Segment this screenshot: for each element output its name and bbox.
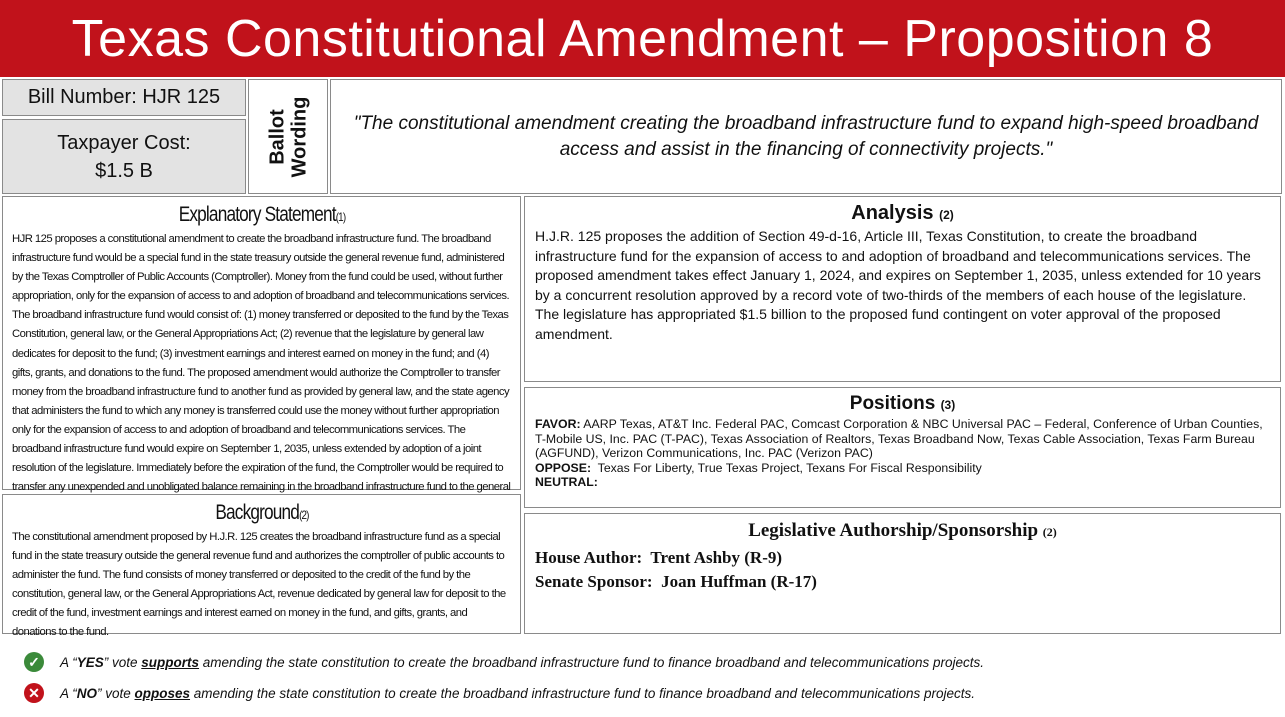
legislative-ref: (2) [1042, 525, 1057, 539]
oppose-label: OPPOSE: [535, 460, 592, 475]
senate-sponsor-name: Joan Huffman (R-17) [661, 572, 817, 591]
yes-action: supports [141, 654, 200, 670]
positions-panel [524, 387, 1281, 508]
yes-rest: amending the state constitution to create the broadband infrastructure fund to finance broadband and telecommunications projects. [199, 654, 985, 670]
analysis-title: Analysis [851, 202, 934, 224]
legislative-title: Legislative Authorship/Sponsorship [748, 520, 1039, 541]
explanatory-statement-title: Explanatory Statement [178, 203, 336, 226]
senate-sponsor-label: Senate Sponsor: [535, 572, 653, 591]
legislative-heading [535, 520, 1270, 542]
explanatory-statement-body: HJR 125 proposes a constitutional amendment to create the broadband infrastructure fund. The broadband infrastructure fund would be a special fund in the state treasury outside the general revenue fund, administered by the Texas Comptroller of Public Accounts (Comptroller). Money from the fund could be used, without further appropriation, only for the expansion of access to and adoption of broadband and telecommunications services. The broadband infrastructure fund would consist of: (1) money transferred or deposited to the fund by the Texas Constitution, general law, or the General Appropriations Act; (2) revenue that the legislature by general law dedicates for deposit to the fund; (3) investment earnings and interest earned on money in the fund; and (4) gifts, grants, and donations to the fund. The proposed amendment would authorize the Comptroller to transfer money from the broadband infrastructure fund to another fund as provided by general law, and the state agency that administers the fund to which any money is transferred could use the money without further appropriation only for the expansion of access to and adoption of broadband and telecommunications services. The broadband infrastructure fund would expire on September 1, 2035, unless extended by adoption of a joint resolution of the legislature. Immediately before the expiration of the fund, the Comptroller would be required to transfer any unexpended and unobligated balance remaining in the broadband infrastructure fund to the general [12, 233, 511, 494]
background-panel [2, 494, 521, 639]
oppose-list: Texas For Liberty, True Texas Project, Texans For Fiscal Responsibility [597, 460, 982, 475]
no-keyword: NO [76, 685, 97, 701]
background-heading [57, 501, 467, 525]
positions-ref: (3) [940, 398, 956, 412]
background-title: Background [215, 501, 300, 524]
x-circle-icon: ✕ [24, 683, 44, 703]
positions-title: Positions [849, 393, 936, 414]
ballot-wording-label [266, 96, 310, 177]
house-author-label: House Author: [535, 548, 643, 567]
taxpayer-cost-box [2, 119, 246, 194]
house-author-row [535, 546, 1270, 570]
taxpayer-cost-label: Taxpayer Cost: [57, 131, 191, 154]
analysis-heading [535, 202, 1270, 225]
page-title: Texas Constitutional Amendment – Proposition 8 [71, 9, 1214, 68]
ballot-label-line2: Wording [288, 96, 311, 177]
ballot-wording-label-box [248, 79, 328, 194]
taxpayer-cost-value: $1.5 B [95, 159, 153, 182]
no-prefix: A “ [60, 685, 77, 701]
positions-body [535, 417, 1270, 490]
neutral-row [535, 475, 1270, 490]
no-rest: amending the state constitution to create the broadband infrastructure fund to finance broadband and telecommunications projects. [190, 685, 976, 701]
ballot-label-line1: Ballot [266, 108, 289, 165]
favor-label: FAVOR: [535, 417, 581, 431]
yes-mid: ” vote [103, 654, 142, 670]
bill-number-box [2, 79, 246, 116]
oppose-row [535, 461, 1270, 476]
yes-vote-text [60, 655, 984, 670]
positions-heading [535, 393, 1270, 415]
legislative-panel [524, 513, 1281, 634]
yes-prefix: A “ [60, 654, 77, 670]
bill-number: Bill Number: HJR 125 [27, 86, 221, 108]
title-banner [0, 0, 1285, 77]
favor-row [535, 417, 1270, 461]
neutral-label: NEUTRAL: [535, 475, 598, 490]
background-body: The constitutional amendment proposed by H.J.R. 125 creates the broadband infrastructure fund as a special fund in the state treasury outside the general revenue fund and authorizes the comptroller of public accounts to administer the fund. The fund consists of money transferred or deposited to the credit of the fund by the constitution, general law, or the General Appropriations Act, revenue dedicated by general law for deposit to the credit of the fund, investment earnings and interest earned on money in the fund, and gifts, grants, and donations to the fund. [12, 531, 506, 639]
yes-keyword: YES [76, 654, 104, 670]
ballot-wording-box [330, 79, 1282, 194]
no-vote-text [60, 686, 975, 701]
analysis-panel [524, 196, 1281, 382]
favor-list: AARP Texas, AT&T Inc. Federal PAC, Comcast Corporation & NBC Universal PAC – Federal, Conference of Urban Counties, T-Mobile US, Inc. PAC (T-PAC), Texas Association of Realtors, Texas Broadband Now, Texas Cable Association, Texas Farm Bureau (AGFUND), Verizon Communications, Inc. PAC (Verizon PAC) [535, 417, 1263, 461]
no-vote-row [24, 681, 975, 705]
ballot-wording-text: "The constitutional amendment creating the broadband infrastructure fund to expand high-speed broadband access and assist in the financing of connectivity projects." [353, 112, 1259, 160]
explanatory-statement-ref: (1) [335, 210, 346, 224]
no-action: opposes [134, 685, 191, 701]
no-mid: ” vote [97, 685, 135, 701]
explanatory-statement-heading [57, 203, 467, 227]
yes-vote-row [24, 650, 984, 674]
analysis-ref: (2) [939, 208, 954, 222]
house-author-name: Trent Ashby (R-9) [650, 548, 783, 567]
explanatory-statement-panel [2, 196, 521, 494]
analysis-body: H.J.R. 125 proposes the addition of Section 49-d-16, Article III, Texas Constitution, to create the broadband infrastructure fund for the expansion of access to and adoption of broadband and telecommunications services. The proposed amendment takes effect January 1, 2024, and expires on September 1, 2035, unless extended for 10 years by a concurrent resolution approved by a record vote of two-thirds of the members of each house of the legislature. The legislature has appropriated $1.5 billion to the proposed fund contingent on voter approval of the proposed amendment. [535, 228, 1261, 342]
senate-sponsor-row [535, 570, 1270, 594]
check-circle-icon: ✓ [24, 652, 44, 672]
background-ref: (2) [299, 508, 309, 522]
